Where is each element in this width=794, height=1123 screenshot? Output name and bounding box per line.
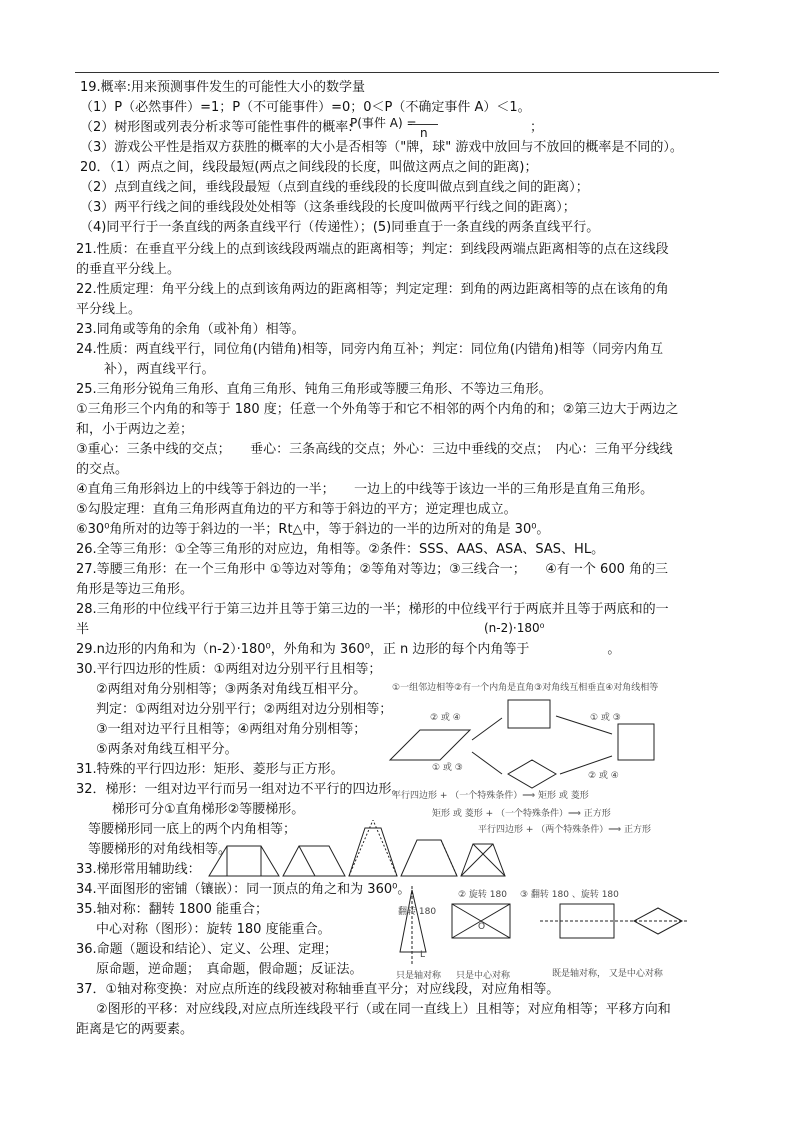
item-24-a: 24.性质：两直线平行，同位角(内错角)相等，同旁内角互补；判定：同位角(内错角)相等（同旁内角互	[76, 342, 663, 357]
parallelogram-shape	[390, 730, 470, 760]
item-32-angles: 等腰梯形同一底上的两个内角相等；	[88, 822, 297, 837]
item-25-3a: ③重心：三条中线的交点； 垂心：三条高线的交点；外心：三边中垂线的交点； 内心：三角平分线线	[76, 442, 673, 457]
item-25-3b: 的交点。	[76, 462, 129, 477]
item-21-b: 的垂直平分线上。	[76, 262, 181, 277]
item-23: 23.同角或等角的余角（或补角）相等。	[76, 322, 305, 337]
quad-diagram-caption: ①一组邻边相等②有一个内角是直角③对角线互相垂直④对角线相等	[392, 683, 659, 693]
item-28-a: 28.三角形的中位线平行于第三边并且等于第三边的一半；梯形的中位线平行于两底并且等于两底和的一	[76, 602, 669, 617]
item-30-judge3: ③一组对边平行且相等；④两组对角分别相等；	[96, 722, 367, 737]
item-19-2: （2）树形图或列表分析求等可能性事件的概率:	[80, 120, 353, 135]
item-25: 25.三角形分锐角三角形、直角三角形、钝角三角形或等腰三角形、不等边三角形。	[76, 382, 552, 397]
polygon-angle-formula: (n-2)·180⁰	[484, 621, 545, 635]
fig3-tag: ③ 翻转 180 、旋转 180	[520, 890, 619, 900]
arrow-to-rectangle	[472, 718, 502, 740]
item-29: 29.n边形的内角和为（n-2）·180⁰，外角和为 360⁰，正 n 边形的每个内角等于 。	[76, 642, 621, 657]
flow-parallelogram-to-square: 平行四边形 + （两个特殊条件）⟹ 正方形	[478, 825, 652, 835]
item-37-b: ②图形的平移：对应线段,对应点所连线段平行（或在同一直线上）且相等；对应角相等；平移方向和	[96, 1002, 671, 1017]
item-35-a: 35.轴对称：翻转 1800 能重合；	[76, 902, 269, 917]
item-21-a: 21.性质：在垂直平分线上的点到该线段两端点的距离相等；判定：到线段两端点距离相等的点在这线段	[76, 242, 669, 257]
fig3-caption: 既是轴对称， 又是中心对称	[552, 969, 663, 979]
item-19-3: （3）游戏公平性是指双方获胜的概率的大小是否相等（"牌，球" 游戏中放回与不放回的概率是不同的）。	[80, 140, 683, 155]
item-30-title: 30.平行四边形的性质：①两组对边分别平行且相等；	[76, 662, 382, 677]
item-20-1: 20．（1）两点之间，线段最短(两点之间线段的长度，叫做这两点之间的距离)；	[80, 160, 538, 175]
item-36-a: 36.命题（题设和结论）、定义、公理、定理；	[76, 942, 338, 957]
isosceles-triangle	[400, 890, 426, 952]
item-22-b: 平分线上。	[76, 302, 142, 317]
fig2-caption: 只是中心对称	[456, 971, 511, 981]
condition-label-1-or-3: ① 或 ③	[590, 713, 621, 723]
item-33: 33.梯形常用辅助线：	[76, 862, 201, 877]
header-rule	[75, 72, 719, 73]
flow-special-to-square: 矩形 或 菱形 + （一个特殊条件）⟹ 正方形	[432, 809, 611, 819]
fig2-tag: ② 旋转 180	[458, 890, 507, 900]
item-37-c: 距离是它的两要素。	[76, 1022, 194, 1037]
item-25-4: ④直角三角形斜边上的中线等于斜边的一半； 一边上的中线等于该边一半的三角形是直角三角形。	[76, 482, 654, 497]
fig1-caption: 只是轴对称	[396, 971, 442, 981]
flow-parallelogram-to-special: 平行四边形 + （一个特殊条件）⟹ 矩形 或 菱形	[392, 791, 589, 801]
square-shape	[618, 724, 654, 760]
item-31: 31.特殊的平行四边形：矩形、菱形与正方形。	[76, 762, 344, 777]
probability-formula-lhs: P(事件 A) =	[350, 116, 417, 130]
item-27-a: 27.等腰三角形：在一个三角形中 ①等边对等角；②等角对等边；③三线合一； ④有一个 600 角的三	[76, 562, 669, 577]
condition-label-1-or-3-b: ① 或 ③	[432, 763, 463, 773]
trapezoid-1	[209, 846, 279, 876]
item-20-3: （3）两平行线之间的垂线段处处相等（这条垂线段的长度叫做两平行线之间的距离）；	[80, 200, 576, 215]
fig1-flip-label: 翻转 180	[398, 907, 437, 917]
item-34: 34.平面图形的密铺（镶嵌）：同一顶点的角之和为 360⁰。	[76, 882, 411, 897]
trapezoid-5	[461, 844, 505, 876]
item-32-diag: 等腰梯形的对角线相等。	[88, 842, 232, 857]
item-35-b: 中心对称（图形）：旋转 180 度能重合。	[96, 922, 331, 937]
rhombus-shape	[508, 760, 556, 788]
item-36-b: 原命题，逆命题； 真命题，假命题；反证法。	[96, 962, 363, 977]
item-25-1b: 和，小于两边之差；	[76, 422, 194, 437]
item-30-2: ②两组对角分别相等；③两条对角线互相平分。	[96, 682, 367, 697]
item-30-judge1: 判定：①两组对边分别平行；②两组对边分别相等；	[96, 702, 393, 717]
item-19-1: （1）P（必然事件）=1；P（不可能事件）=0；0＜P（不确定事件 A）＜1。	[80, 100, 531, 115]
trapezoid-auxiliary-figures	[205, 820, 510, 882]
item-25-1a: ①三角形三个内角的和等于 180 度；任意一个外角等于和它不相邻的两个内角的和；②第三边大于两边之	[76, 402, 679, 417]
fig1-axis-label: L	[420, 950, 426, 960]
item-20-2: （2）点到直线之间，垂线段最短（点到直线的垂线段的长度叫做点到直线之间的距离）；	[80, 180, 589, 195]
item-32-kinds: 梯形可分①直角梯形②等腰梯形。	[112, 802, 305, 817]
item-24-b: 补），两直线平行。	[104, 362, 215, 377]
item-25-5: ⑤勾股定理：直角三角形两直角边的平方和等于斜边的平方；逆定理也成立。	[76, 502, 517, 517]
item-37-a: 37．①轴对称变换：对应点所连的线段被对称轴垂直平分；对应线段，对应角相等。	[76, 982, 560, 997]
item-32: 32．梯形：一组对边平行而另一组对边不平行的四边形。	[76, 782, 405, 797]
condition-label-2-or-4-b: ② 或 ④	[588, 771, 619, 781]
fig2-center-label: O	[478, 922, 486, 932]
condition-label-2-or-4: ② 或 ④	[430, 713, 461, 723]
fraction-bar	[412, 124, 438, 125]
item-30-judge5: ⑤两条对角线互相平分。	[96, 742, 238, 757]
trapezoid-2	[283, 846, 345, 876]
arrow-to-rhombus	[472, 752, 502, 774]
probability-formula-tail: ；	[530, 120, 544, 135]
trapezoid-3	[349, 828, 397, 876]
item-26: 26.全等三角形：①全等三角形的对应边，角相等。②条件：SSS、AAS、ASA、SAS、HL。	[76, 542, 605, 557]
item-27-b: 角形是等边三角形。	[76, 582, 194, 597]
rectangle-shape	[508, 700, 550, 728]
item-28-b: 半	[76, 622, 90, 637]
probability-formula-den: n	[420, 126, 428, 140]
item-20-4: （4)同平行于一条直线的两条直线平行（传递性）；(5)同垂直于一条直线的两条直线平行。	[80, 220, 600, 235]
quadrilateral-diagram	[380, 692, 710, 792]
item-22-a: 22.性质定理：角平分线上的点到该角两边的距离相等；判定定理：到角的两边距离相等的点在该角的角	[76, 282, 669, 297]
item-25-6: ⑥30⁰角所对的边等于斜边的一半；Rt△中，等于斜边的一半的边所对的角是 30⁰。	[76, 522, 550, 537]
item-19-title: 19.概率:用来预测事件发生的可能性大小的数学量	[80, 80, 366, 95]
trapezoid-4	[401, 840, 457, 876]
